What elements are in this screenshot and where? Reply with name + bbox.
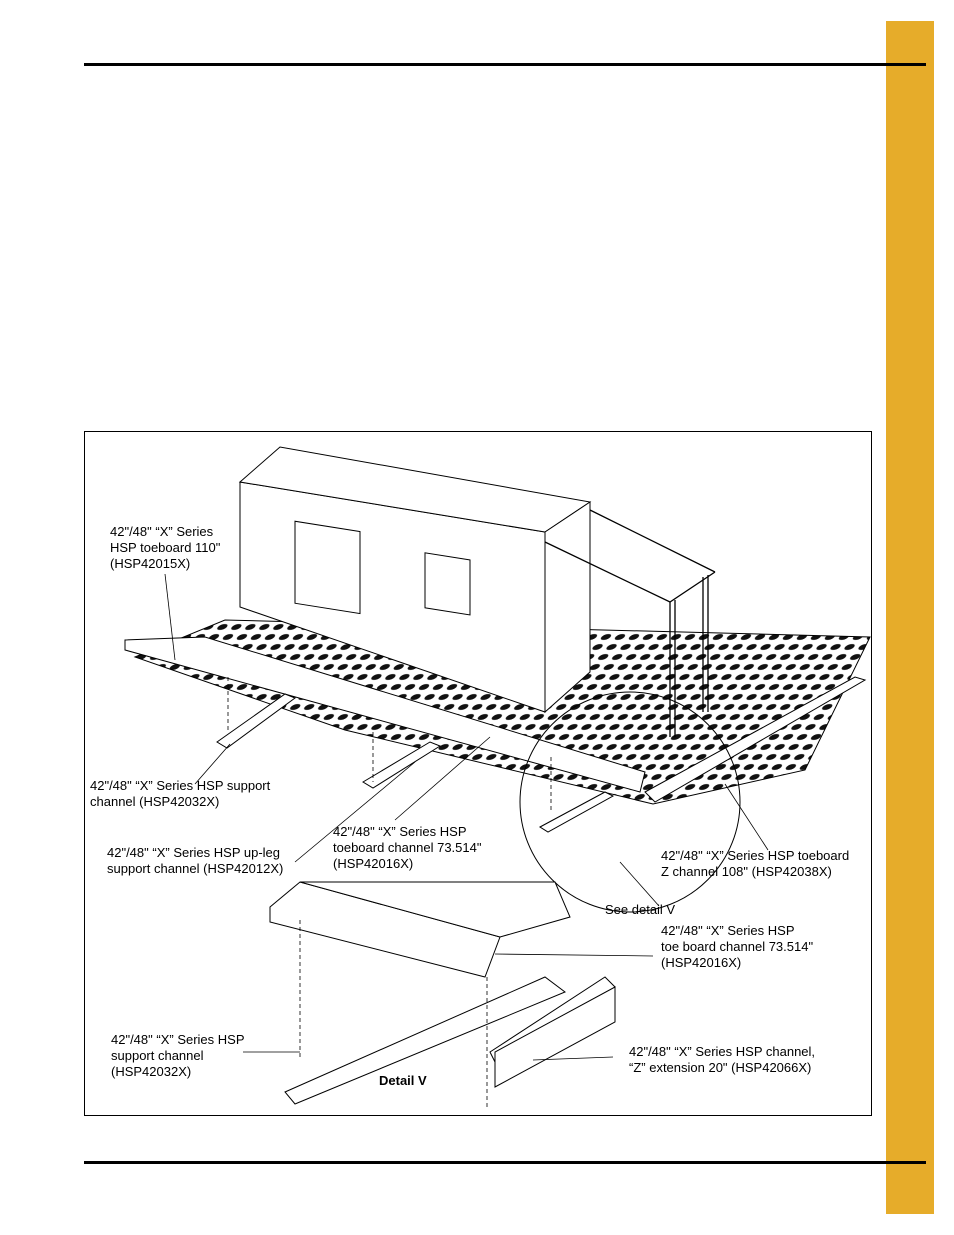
detail-v-parts [270, 882, 615, 1104]
support-channel [217, 694, 295, 748]
chapter-tab [886, 21, 934, 1214]
callout-detail-toe-board: 42"/48" “X” Series HSP toe board channel 73.514" (HSP42016X) [661, 923, 814, 970]
callout-toeboard-110: 42"/48" “X” Series HSP toeboard 110" (HSP42015X) [110, 524, 221, 571]
callout-z-channel-108: 42"/48" “X” Series HSP toeboard Z channel 108" (HSP42038X) [661, 848, 850, 879]
callout-support-channel: 42"/48" “X” Series HSP support channel (HSP42032X) [90, 778, 271, 809]
footer-rule [84, 1161, 926, 1164]
callout-toeboard-channel-73: 42"/48" “X” Series HSP toeboard channel 73.514" (HSP42016X) [333, 824, 482, 871]
header-rule [84, 63, 926, 66]
upleg-support-channel [363, 742, 440, 788]
callout-upleg-support-channel: 42"/48" “X” Series HSP up-leg support channel (HSP42012X) [107, 845, 284, 876]
callout-detail-support: 42"/48" “X” Series HSP support channel (HSP42032X) [111, 1032, 245, 1079]
assembly-figure [84, 431, 872, 1116]
callout-detail-z-extension: 42"/48" “X” Series HSP channel, “Z” extension 20" (HSP42066X) [629, 1044, 816, 1075]
detail-v-title: Detail V [379, 1073, 427, 1088]
callout-see-detail: See detail V [605, 902, 676, 917]
